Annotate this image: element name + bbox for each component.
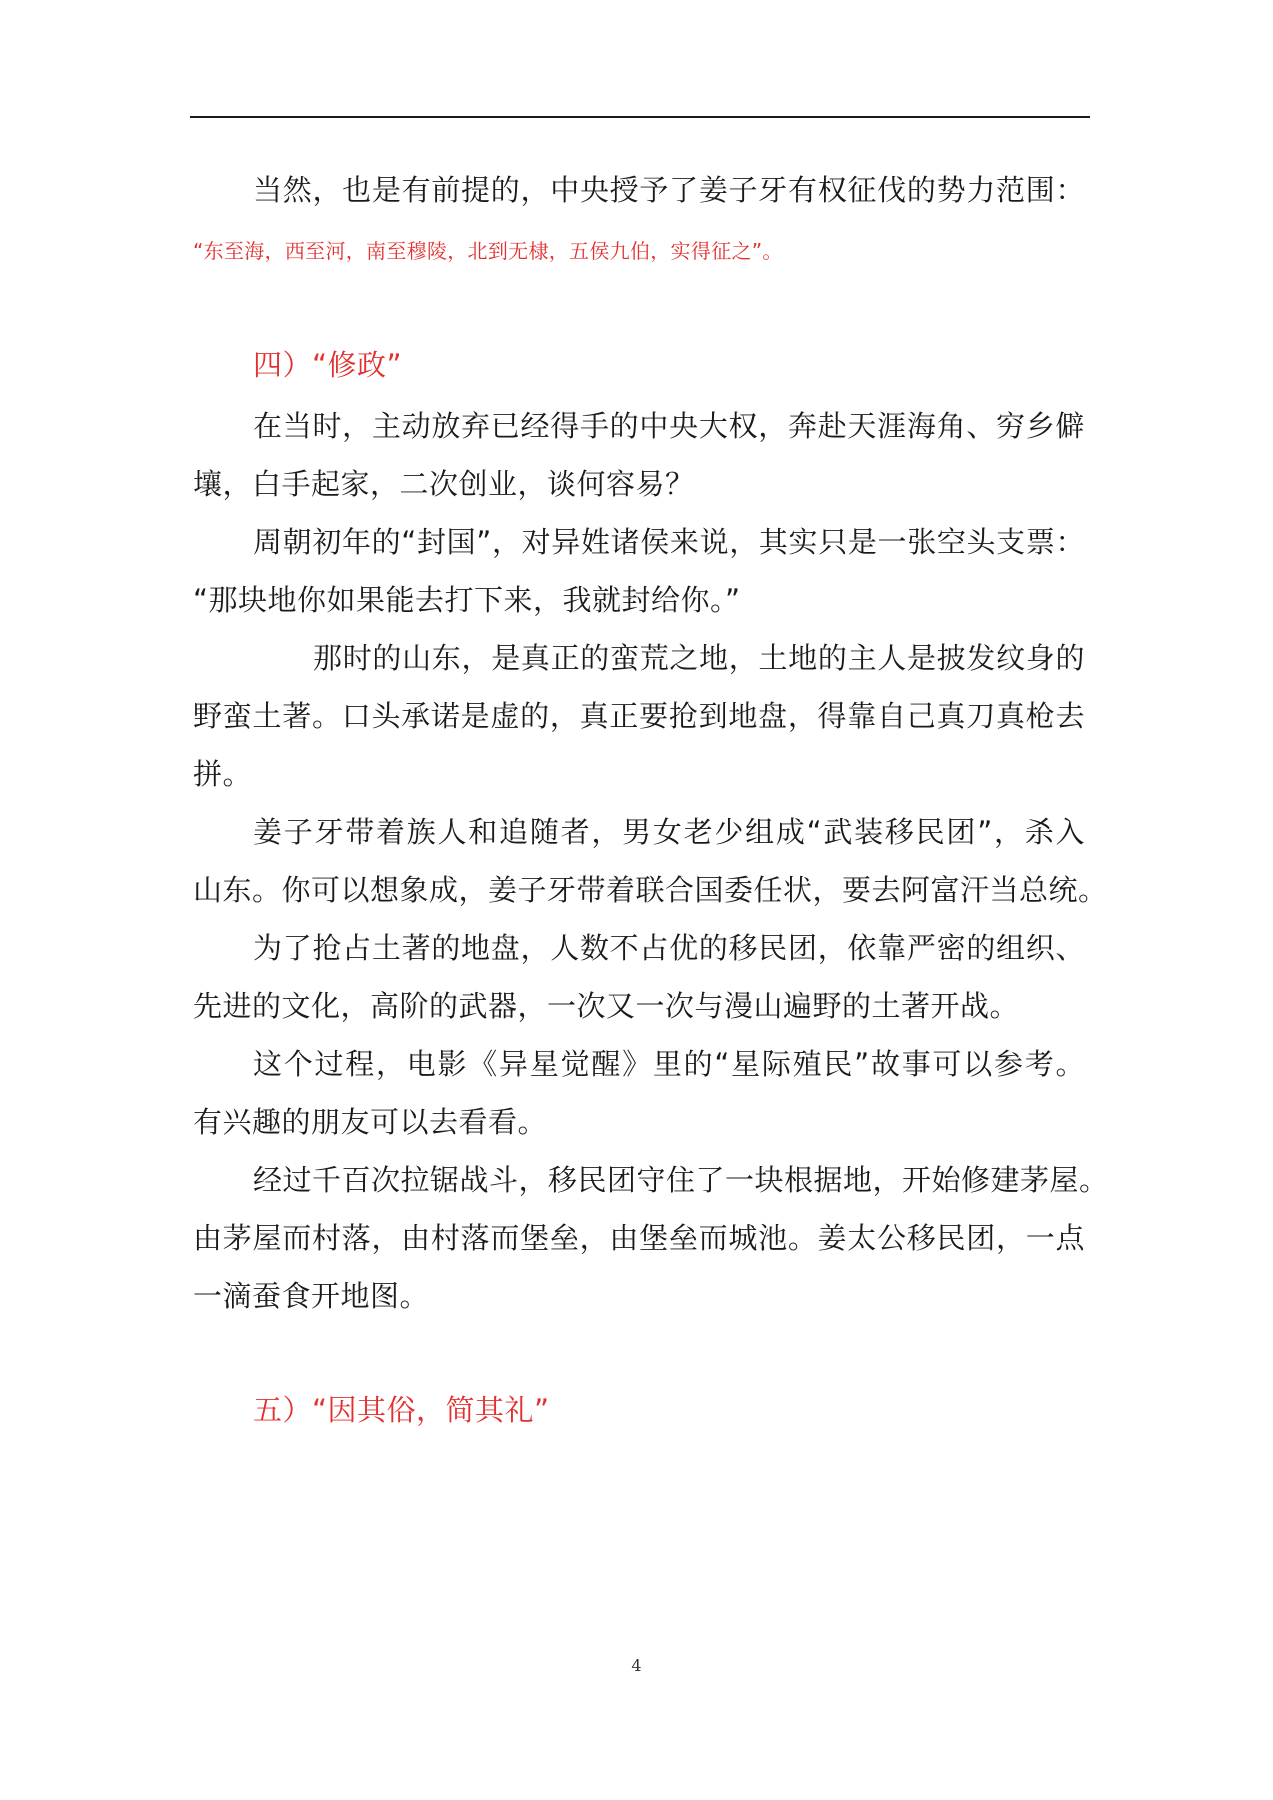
paragraph-line: 当然，也是有前提的，中央授予了姜子牙有权征伐的势力范围： — [253, 173, 1085, 207]
paragraph-line: 在当时，主动放弃已经得手的中央大权，奔赴天涯海角、穷乡僻 — [253, 409, 1085, 443]
paragraph-line: 有兴趣的朋友可以去看看。 — [193, 1105, 548, 1139]
paragraph-line: 这个过程，电影《异星觉醒》里的“星际殖民”故事可以参考。 — [253, 1047, 1085, 1081]
paragraph-line: 由茅屋而村落，由村落而堡垒，由堡垒而城池。姜太公移民团，一点 — [193, 1221, 1085, 1255]
header-rule — [190, 116, 1090, 118]
paragraph-line: 经过千百次拉锯战斗，移民团守住了一块根据地，开始修建茅屋。 — [253, 1163, 1109, 1197]
paragraph-line: 壤，白手起家，二次创业，谈何容易？ — [193, 467, 695, 501]
paragraph-line: 姜子牙带着族人和追随者，男女老少组成“武装移民团”，杀入 — [253, 815, 1085, 849]
red-quote: “东至海，西至河，南至穆陵，北到无棣，五侯九伯，实得征之”。 — [193, 239, 783, 263]
section-heading-5: 五）“因其俗，简其礼” — [253, 1393, 550, 1427]
paragraph-line: 先进的文化，高阶的武器，一次又一次与漫山遍野的土著开战。 — [193, 989, 1020, 1023]
paragraph-line: 野蛮土著。口头承诺是虚的，真正要抢到地盘，得靠自己真刀真枪去 — [193, 699, 1085, 733]
paragraph-line: 为了抢占土著的地盘，人数不占优的移民团，依靠严密的组织、 — [253, 931, 1085, 965]
paragraph-line: 山东。你可以想象成，姜子牙带着联合国委任状，要去阿富汗当总统。 — [193, 873, 1108, 907]
paragraph-line: “那块地你如果能去打下来，我就封给你。” — [193, 583, 741, 617]
paragraph-line: 周朝初年的“封国”，对异姓诸侯来说，其实只是一张空头支票： — [253, 525, 1085, 559]
paragraph-line: 那时的山东，是真正的蛮荒之地，土地的主人是披发纹身的 — [313, 641, 1085, 675]
page-number: 4 — [631, 1656, 642, 1675]
section-heading-4: 四）“修政” — [253, 348, 403, 382]
paragraph-line: 拼。 — [193, 757, 253, 791]
paragraph-line: 一滴蚕食开地图。 — [193, 1279, 430, 1313]
